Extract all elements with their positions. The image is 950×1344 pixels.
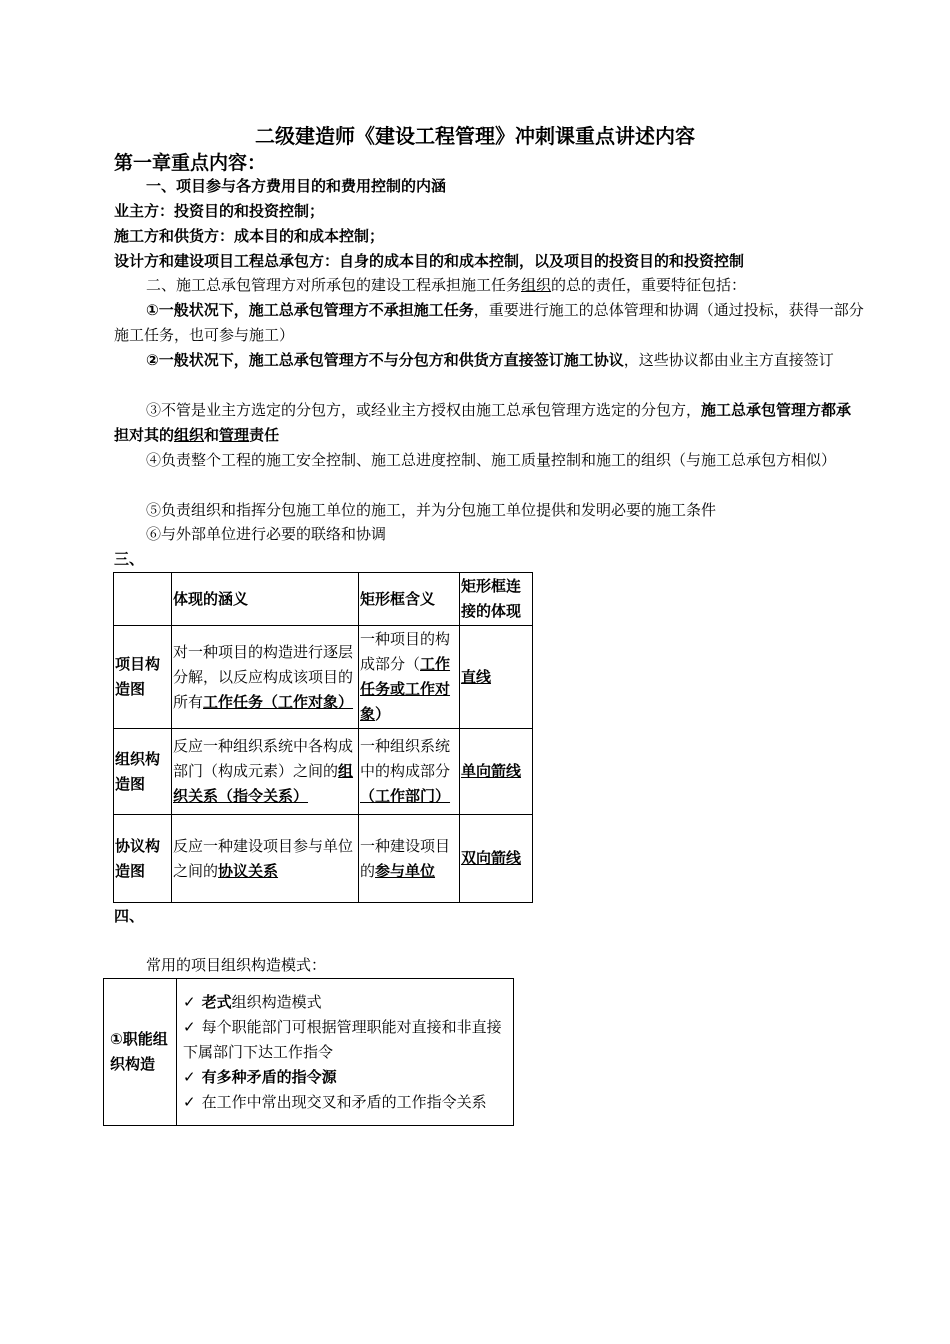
meaning-underline: 工作任务（工作对象） <box>203 692 354 711</box>
section3-heading: 三、 <box>114 550 145 568</box>
section2-point3 <box>114 398 864 448</box>
document-title: 二级建造师《建设工程管理》冲刺课重点讲述内容 <box>255 124 695 148</box>
section4-intro: 常用的项目组织构造模式： <box>146 956 327 974</box>
point3-a: ③不管是业主方选定的分包方，或经业主方授权由施工总承包管理方选定的分包方， <box>146 401 702 419</box>
check-icon: ✓ <box>183 1067 196 1086</box>
structure-diagram-table <box>113 572 533 903</box>
section1-designer: 设计方和建设项目工程总承包方：自身的成本目的和成本控制，以及项目的投资目的和投资控制 <box>114 252 745 270</box>
chapter-heading: 第一章重点内容： <box>114 152 267 174</box>
section4-heading: 四、 <box>114 907 145 925</box>
table-header-row <box>114 573 533 626</box>
header-cell-empty <box>114 573 172 626</box>
section1-heading: 一、项目参与各方费用目的和费用控制的内涵 <box>146 177 447 195</box>
header-box-meaning: 矩形框含义 <box>359 573 460 626</box>
list-item <box>183 1065 507 1090</box>
box-text: 一种建设项目的 <box>360 836 451 880</box>
list-item <box>183 1090 507 1115</box>
table-row <box>114 815 533 903</box>
meaning-underline: 组织关系（指令关系） <box>173 762 354 805</box>
row-name: 组织构造图 <box>114 729 172 815</box>
item-text: 每个职能部门可根据管理职能对直接和非直接下属部门下达工作指令 <box>183 1017 502 1061</box>
point3-d: 责任 <box>249 426 280 444</box>
section2-point5: ⑤负责组织和指挥分包施工单位的施工，并为分包施工单位提供和发明必要的施工条件 <box>146 501 717 519</box>
meaning-underline: 协议关系 <box>218 861 279 880</box>
section2-intro-b: 的总的责任，重要特征包括： <box>551 276 747 294</box>
point3-underline2: 管理 <box>219 426 250 444</box>
row-items <box>177 979 514 1126</box>
table-row <box>104 979 514 1126</box>
item-bold: 老式 <box>201 992 232 1011</box>
row-link: 双向箭线 <box>460 815 533 903</box>
section2-intro-a: 二、施工总承包管理方对所承包的建设工程承担施工任务 <box>146 276 522 294</box>
row-meaning <box>172 815 359 903</box>
box-text: 一种组织系统中的构成部分 <box>360 737 451 780</box>
box-underline: （工作部门） <box>360 787 451 805</box>
section1-owner: 业主方：投资目的和投资控制； <box>114 202 325 220</box>
point1-rest: ，重要进行施工的总体管理和协调（通过投标，获得一部分施工任务，也可参与施工） <box>114 301 864 344</box>
check-icon: ✓ <box>183 1017 196 1036</box>
point2-bold: ②一般状况下，施工总承包管理方不与分包方和供货方直接签订施工协议 <box>146 351 624 369</box>
box-underline: 参与单位 <box>375 861 436 880</box>
header-link-meaning: 矩形框连接的体现 <box>460 573 533 626</box>
section1-contractor: 施工方和供货方：成本目的和成本控制； <box>114 227 385 245</box>
point2-rest: ，这些协议都由业主方直接签订 <box>623 351 834 369</box>
section2-intro <box>114 273 896 298</box>
row-box <box>359 626 460 729</box>
point3-c: 和 <box>204 426 220 444</box>
check-icon: ✓ <box>183 992 196 1011</box>
org-structure-table <box>103 978 514 1126</box>
row-name: 项目构造图 <box>114 626 172 729</box>
table-row <box>114 626 533 729</box>
meaning-text: 反应一种建设项目参与单位之间的 <box>173 836 354 880</box>
row-link: 单向箭线 <box>460 729 533 815</box>
row-meaning <box>172 626 359 729</box>
row-box <box>359 815 460 903</box>
meaning-text: 反应一种组织系统中各构成部门（构成元素）之间的 <box>173 737 354 780</box>
row-label: ①职能组织构造 <box>104 979 177 1126</box>
item-bold: 有多种矛盾的指令源 <box>201 1067 337 1086</box>
section2-point1 <box>114 298 864 348</box>
list-item <box>183 1015 507 1065</box>
header-meaning: 体现的涵义 <box>172 573 359 626</box>
list-item <box>183 990 507 1015</box>
row-link: 直线 <box>460 626 533 729</box>
section2-point2 <box>114 348 864 373</box>
meaning-text: 对一种项目的构造进行逐层分解，以反应构成该项目的所有 <box>173 642 354 711</box>
row-name: 协议构造图 <box>114 815 172 903</box>
box-text: 一种项目的构成部分（ <box>360 630 451 673</box>
point1-bold: ①一般状况下，施工总承包管理方不承担施工任务 <box>146 301 474 319</box>
section2-point4: ④负责整个工程的施工安全控制、施工总进度控制、施工质量控制和施工的组织（与施工总承包方相似） <box>146 451 837 469</box>
box-underline: 工作任务或工作对象 <box>360 655 451 723</box>
section2-intro-underline: 组织 <box>521 276 552 294</box>
box-tail: ） <box>375 705 391 723</box>
table-row <box>114 729 533 815</box>
point3-b: 施工总承包管理方都承担对其的 <box>114 401 852 444</box>
row-box <box>359 729 460 815</box>
check-icon: ✓ <box>183 1092 196 1111</box>
item-text: 在工作中常出现交叉和矛盾的工作指令关系 <box>201 1092 487 1111</box>
point3-underline1: 组织 <box>174 426 205 444</box>
item-text: 组织构造模式 <box>231 992 322 1011</box>
row-meaning <box>172 729 359 815</box>
section2-point6: ⑥与外部单位进行必要的联络和协调 <box>146 525 387 543</box>
